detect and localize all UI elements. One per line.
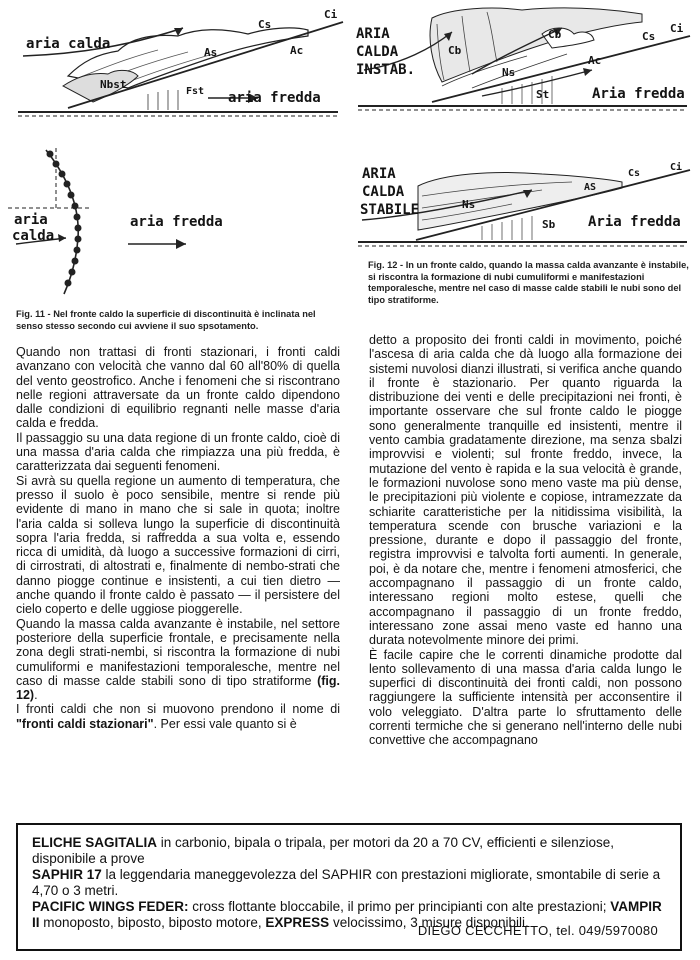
figure-reference: (fig. 12) [16, 673, 340, 703]
fig12-top-cold: Aria fredda [592, 86, 685, 102]
fig12-top-ns: Ns [502, 66, 516, 79]
fig11-label-fst: Fst [186, 86, 205, 97]
paragraph: Si avrà su quella regione un aumento di temperatura, che presso il suolo è poco sensibile, mentre si rende più evidente di mano in mano che si sale in quota; inoltre l'aria calda si solleva lungo la superficie di discontinuità sopra l'aria fredda, si raffredda a sua volta e, essendo ricca di umidità, dà luogo a successive formazioni di cirri, di cirrostrati, di altostrati e, finalmente di nembo-strati che danno piogge continue e insistenti, a cui tien dietro — anche quando il fronte caldo è passato — il persistere del cielo coperto e delle uggiose pioggerelle. [16, 473, 340, 617]
fig11-map [8, 148, 348, 296]
fig12-caption: Fig. 12 - In un fronte caldo, quando la massa calda avanzante è instabile, si riscontra la formazione di nubi cumuliformi e manifestazioni temporalesche, mentre nel caso di masse calde stabili le nubi sono del tipo stratiforme. [368, 260, 689, 305]
text-column-left [16, 345, 340, 731]
fig11-label-cs: Cs [258, 18, 272, 31]
fig12-top-ac: Ac [588, 54, 602, 67]
fig11-caption: Fig. 11 - Nel fronte caldo la superficie di discontinuità è inclinata nel senso stesso secondo cui avviene il suo spsotamento. [16, 309, 316, 331]
fig12-bottom-ci: Ci [670, 162, 683, 173]
product-name: ELICHE SAGITALIA [32, 835, 158, 850]
fig12-unstable [352, 4, 692, 120]
fig11-label-ac: Ac [290, 44, 304, 57]
ad-line-pacific: PACIFIC WINGS FEDER: cross flottante bloccabile, il primo per principianti con alte prestazioni; VAMPIR II monoposto, biposto, biposto motore, EXPRESS velocissimo, 3 misure disponibili. [32, 899, 662, 930]
fig12-stable [352, 160, 692, 256]
fig12-bottom-label-1: ARIA [362, 166, 396, 182]
ad-line-saphir: SAPHIR 17 la leggendaria maneggevolezza del SAPHIR con prestazioni migliorate, smontabile di serie a 4,70 o 3 metri. [32, 867, 661, 898]
fig12-top-st: St [536, 88, 550, 101]
paragraph: Quando non trattasi di fronti stazionari, i fronti caldi avanzano con velocità che vanno dal 60 all'80% di quella del vento geostrofico. Anche i fenomeni che si riscontrano nelle regioni attraversate da un fronte caldo dipendono dalle condizioni di equilibrio regnanti nelle masse d'aria calda e fredda. [16, 345, 340, 431]
fig11-label-warm: aria calda [26, 36, 111, 52]
fig12-bottom-cs: Cs [628, 168, 641, 179]
product-name: EXPRESS [265, 915, 330, 930]
fig12-top-cs: Cs [642, 30, 656, 43]
paragraph: Il passaggio su una data regione di un fronte caldo, cioè di una massa d'aria calda che rimpiazza una più fredda, è caratterizzata dai seguenti fenomeni. [16, 430, 340, 474]
product-name: PACIFIC WINGS FEDER: [32, 899, 189, 914]
text-column-right [369, 333, 682, 748]
fig12-bottom-cold: Aria fredda [588, 214, 681, 230]
fig12-top-label-2: CALDA [356, 44, 399, 60]
fig11-map-warm-1: aria [14, 212, 48, 228]
fig12-top-cb2: Cb [548, 28, 562, 41]
paragraph: I fronti caldi che non si muovono prendono il nome di "fronti caldi stazionari". Per essi vale quanto si è [16, 702, 340, 731]
term-highlight: "fronti caldi stazionari" [16, 716, 154, 731]
fig12-bottom-as: AS [584, 182, 597, 193]
fig11-label-ci: Ci [324, 8, 338, 21]
product-name: SAPHIR 17 [32, 867, 102, 882]
fig12-bottom-ns: Ns [462, 198, 476, 211]
fig11-label-as: As [204, 46, 218, 59]
fig12-top-label-1: ARIA [356, 26, 390, 42]
advertisement-box [16, 823, 682, 951]
product-name: VAMPIR II [32, 899, 662, 930]
fig11-label-nbst: Nbst [100, 78, 127, 91]
paragraph: Quando la massa calda avanzante è instabile, nel settore posteriore della superficie frontale, e precisamente nella zona degli strati-nembi, si riscontra la formazione di nubi cumuliformi e manifestazioni temporalesche, mentre nel caso di masse calde stabili sono di tipo stratiforme (fig. 12). [16, 616, 340, 703]
fig11-cross-section [8, 6, 348, 124]
paragraph: È facile capire che le correnti dinamiche prodotte dal lento sollevamento di una massa d'aria calda lungo le superfici di discontinuità dei fronti caldi, non possono raggiungere la sufficiente intensità per acconsentire il volo veleggiato. D'altra parte lo sfruttamento delle correnti termiche che si generano nell'interno delle nubi convettive che accompagnano [369, 647, 682, 748]
paragraph: detto a proposito dei fronti caldi in movimento, poiché l'ascesa di aria calda che dà luogo alla formazione dei sistemi nuvolosi dianzi illustrati, si verifica anche quando il fronte è stazionario. Per quanto riguarda la distribuzione dei venti e delle precipitazioni nei fronti, è importante osservare che sul fronte caldo le piogge sono generalmente tranquille ed insistenti, mentre il vento cambia gradatamente direzione, ma senza sbalzi improvvisi e violenti; sul fronte freddo, invece, la mutazione del vento è rapida e la sua velocità è grande, le formazioni nuvolose sono meno vaste ma più dense, le precipitazioni più violente e copiose, intramezzate da schiarite caratteristiche per la nitidissima visibilità, la temperatura scende con brusche variazioni e la pressione, durante e dopo il passaggio del fronte, registra improvvisi e talvolta forti aumenti. In generale, poi, è da notare che, mentre i fenomeni atmosferici, che accompagnano il passaggio di un fronte caldo, interessano regioni molto estese, quelli che accompagnano il passaggio di un fronte freddo, interessano zone assai meno vaste ed hanno una durata notevolmente minore dei primi. [369, 333, 682, 648]
fig11-map-cold: aria fredda [130, 214, 223, 230]
fig11-label-cold: aria fredda [228, 90, 321, 106]
ad-line-sagitalia: ELICHE SAGITALIA in carbonio, bipala o tripala, per motori da 20 a 70 CV, efficienti e silenziose, disponibile a prove [32, 835, 615, 866]
fig12-bottom-sb: Sb [542, 218, 556, 231]
fig12-top-ci: Ci [670, 22, 684, 35]
fig11-map-warm-2: calda [12, 228, 55, 244]
fig12-top-label-3: INSTAB. [356, 62, 416, 78]
fig12-top-cb1: Cb [448, 44, 462, 57]
fig12-bottom-label-3: STABILE [360, 202, 420, 218]
ad-contact: DIEGO CECCHETTO, tel. 049/5970080 [417, 923, 658, 938]
fig12-bottom-label-2: CALDA [362, 184, 405, 200]
